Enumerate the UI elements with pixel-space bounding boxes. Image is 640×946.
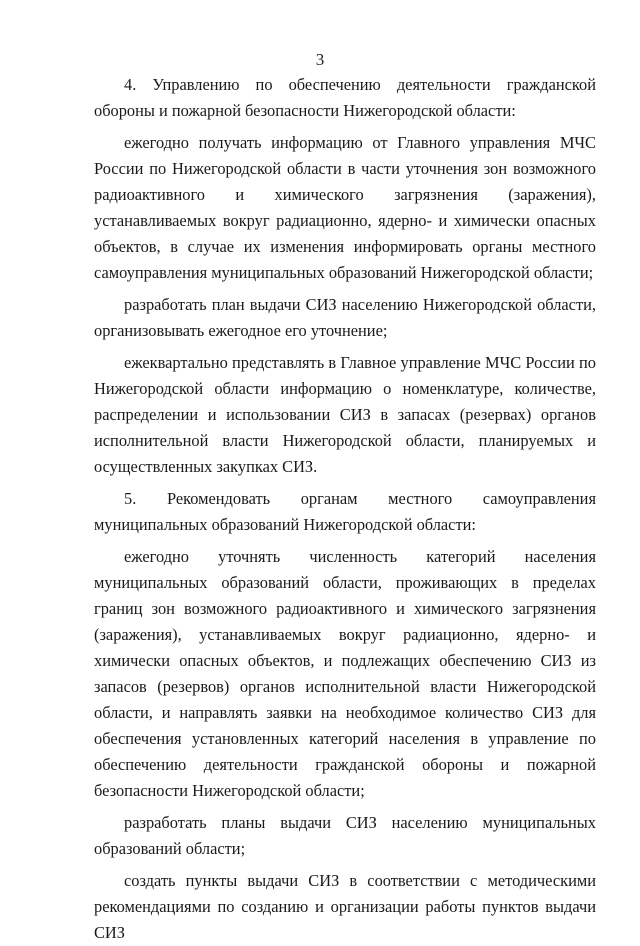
paragraph-create-points: создать пункты выдачи СИЗ в соответствии с методическими рекомендациями по созданию и организации работы пунктов выдачи СИЗ <box>94 871 596 942</box>
paragraph-4-heading: 4. Управлению по обеспечению деятельности гражданской обороны и пожарной безопасности Нижегородской области: <box>94 75 596 120</box>
document-body <box>94 72 596 946</box>
paragraph-develop-plan: разработать план выдачи СИЗ населению Нижегородской области, организовывать ежегодное его уточнение; <box>94 295 596 340</box>
paragraph-annual-update: ежегодно уточнять численность категорий населения муниципальных образований области, проживающих в пределах границ зон возможного радиоактивного и химического загрязнения (заражения), устанавливаемых вокруг радиационно, ядерно- и химически опасных объектов, и подлежащих обеспечению СИЗ из запасов (резервов) органов исполнительной власти Нижегородской области, и направлять заявки на необходимое количество СИЗ для обеспечения установленных категорий населения в управление по обеспечению деятельности гражданской обороны и пожарной безопасности Нижегородской области; <box>94 547 596 800</box>
paragraph-receive-info: ежегодно получать информацию от Главного управления МЧС России по Нижегородской области в части уточнения зон возможного радиоактивного и химического загрязнения (заражения), устанавливаемых вокруг радиационно, ядерно- и химически опасных объектов, в случае их изменения информировать органы местного самоуправления муниципальных образований Нижегородской области; <box>94 133 596 282</box>
page-number: 3 <box>315 50 325 69</box>
paragraph-develop-plans: разработать планы выдачи СИЗ населению муниципальных образований области; <box>94 813 596 858</box>
paragraph-quarterly-report: ежеквартально представлять в Главное управление МЧС России по Нижегородской области информацию о номенклатуре, количестве, распределении и использовании СИЗ в запасах (резервах) органов исполнительной власти Нижегородской области, планируемых и осуществленных закупках СИЗ. <box>94 353 596 476</box>
paragraph-5-heading: 5. Рекомендовать органам местного самоуправления муниципальных образований Нижегородской области: <box>94 489 596 534</box>
